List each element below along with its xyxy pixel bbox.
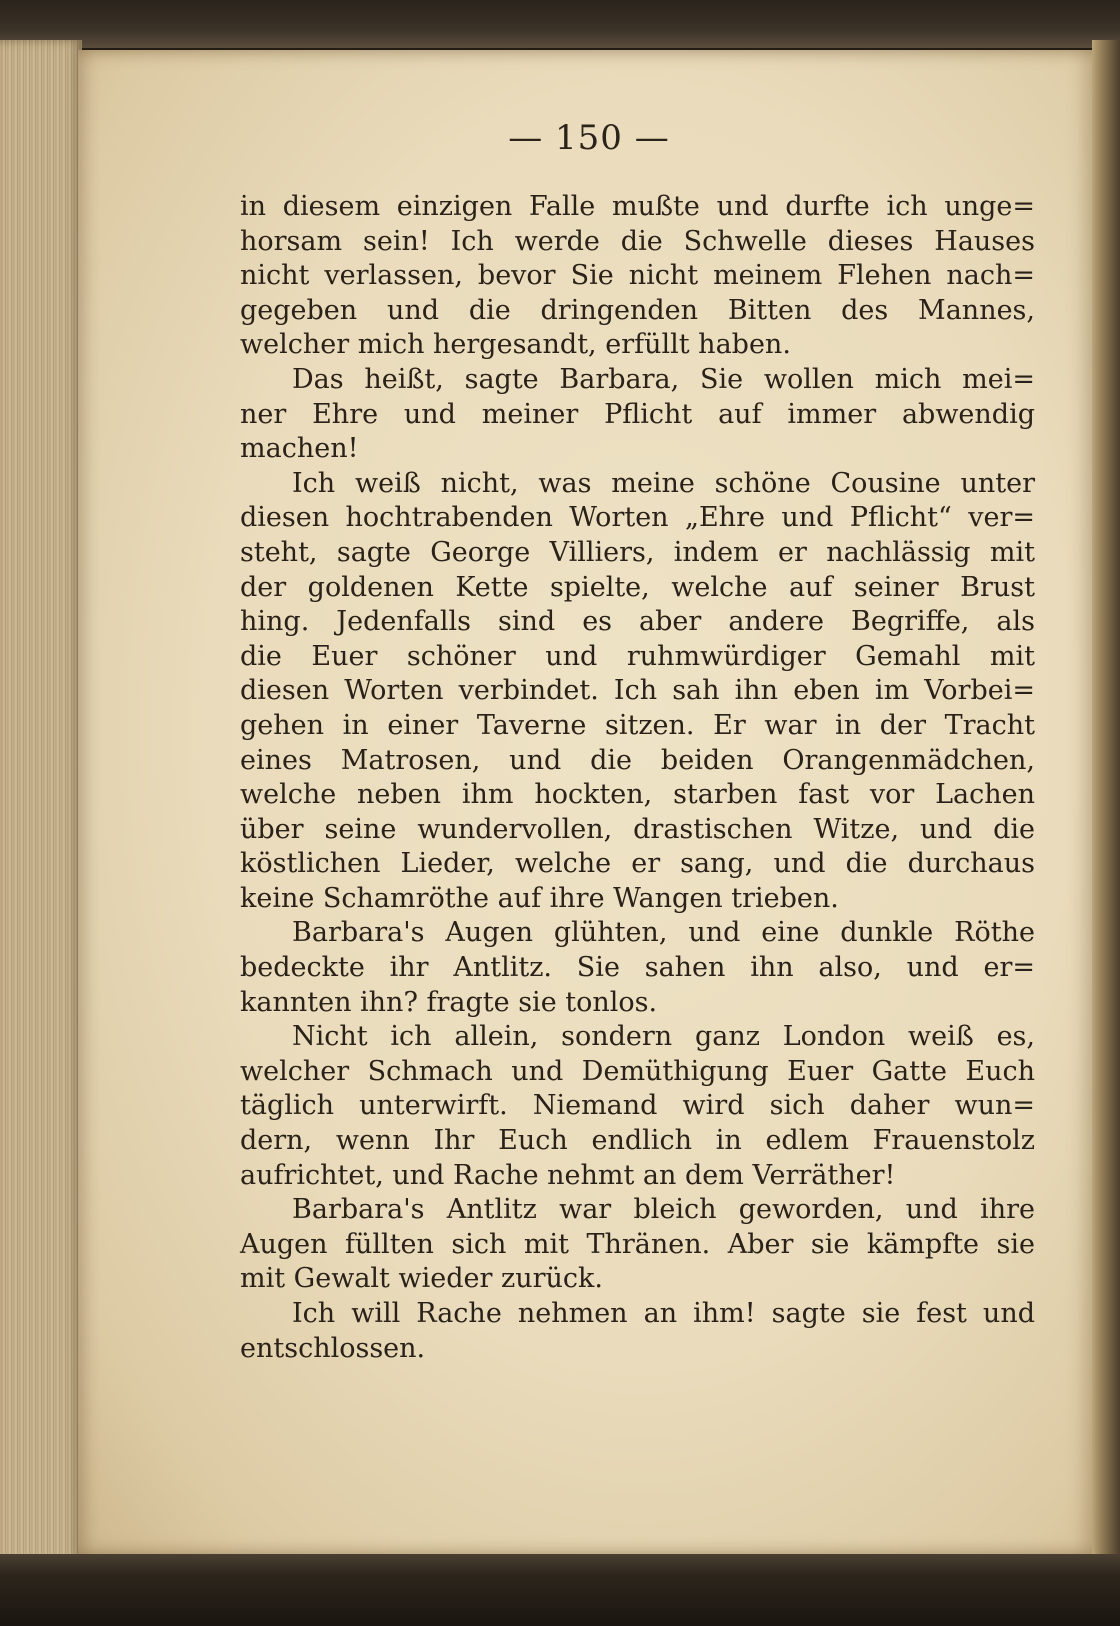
- text-line: welche neben ihm hockten, starben fast vor Lachen: [240, 779, 1035, 811]
- text-line: gehen in einer Taverne sitzen. Er war in der Tracht: [240, 709, 1035, 741]
- text-line: aufrichtet, und Rache nehmt an dem Verräther!: [240, 1159, 896, 1191]
- text-line: der goldenen Kette spielte, welche auf seiner Brust: [240, 571, 1035, 603]
- text-line: Ich weiß nicht, was meine schöne Cousine unter: [292, 467, 1035, 499]
- text-line: dern, wenn Ihr Euch endlich in edlem Frauenstolz: [240, 1125, 1035, 1157]
- body-text: [240, 190, 1035, 1366]
- text-line: über seine wundervollen, drastischen Witze, und die: [240, 813, 1035, 845]
- text-line: Augen füllten sich mit Thränen. Aber sie kämpfte sie: [240, 1228, 1035, 1260]
- book-top-edge: [0, 0, 1120, 48]
- text-line: Ich will Rache nehmen an ihm! sagte sie fest und: [292, 1298, 1035, 1329]
- text-line: mit Gewalt wieder zurück.: [240, 1263, 603, 1295]
- text-line: in diesem einzigen Falle mußte und durfte ich unge=: [240, 191, 1035, 222]
- text-line: entschlossen.: [240, 1332, 426, 1364]
- text-line: gegeben und die dringenden Bitten des Mannes,: [240, 294, 1035, 326]
- text-line: Nicht ich allein, sondern ganz London weiß es,: [292, 1021, 1035, 1053]
- text-line: Barbara's Antlitz war bleich geworden, und ihre: [292, 1194, 1035, 1226]
- text-line: Barbara's Augen glühten, und eine dunkle Röthe: [292, 917, 1035, 949]
- text-line: täglich unterwirft. Niemand wird sich daher wun=: [240, 1090, 1035, 1122]
- text-line: die Euer schöner und ruhmwürdiger Gemahl mit: [240, 640, 1035, 672]
- page-number: — 150 —: [508, 118, 670, 158]
- text-line: horsam sein! Ich werde die Schwelle dieses Hauses: [240, 225, 1035, 257]
- text-line: keine Schamröthe auf ihre Wangen trieben.: [240, 882, 839, 914]
- book-bottom-edge: [0, 1554, 1120, 1626]
- text-line: bedeckte ihr Antlitz. Sie sahen ihn also, und er=: [240, 952, 1035, 984]
- text-line: machen!: [240, 433, 359, 465]
- stacked-page-edges: [0, 40, 82, 1570]
- text-line: Das heißt, sagte Barbara, Sie wollen mich mei=: [292, 363, 1035, 395]
- text-line: eines Matrosen, und die beiden Orangenmädchen,: [240, 744, 1035, 776]
- text-line: welcher mich hergesandt, erfüllt haben.: [240, 329, 791, 361]
- text-line: kannten ihn? fragte sie tonlos.: [240, 986, 658, 1018]
- text-line: hing. Jedenfalls sind es aber andere Begriffe, als: [240, 606, 1035, 638]
- text-line: köstlichen Lieder, welche er sang, und die durchaus: [240, 848, 1035, 880]
- text-line: diesen hochtrabenden Worten „Ehre und Pflicht“ ver=: [240, 502, 1035, 534]
- text-line: nicht verlassen, bevor Sie nicht meinem Flehen nach=: [240, 260, 1035, 292]
- text-line: diesen Worten verbindet. Ich sah ihn eben im Vorbei=: [240, 675, 1035, 707]
- text-line: ner Ehre und meiner Pflicht auf immer abwendig: [240, 398, 1035, 430]
- text-line: steht, sagte George Villiers, indem er nachlässig mit: [240, 536, 1035, 568]
- book-gutter: [1092, 40, 1120, 1570]
- text-line: welcher Schmach und Demüthigung Euer Gatte Euch: [240, 1055, 1035, 1087]
